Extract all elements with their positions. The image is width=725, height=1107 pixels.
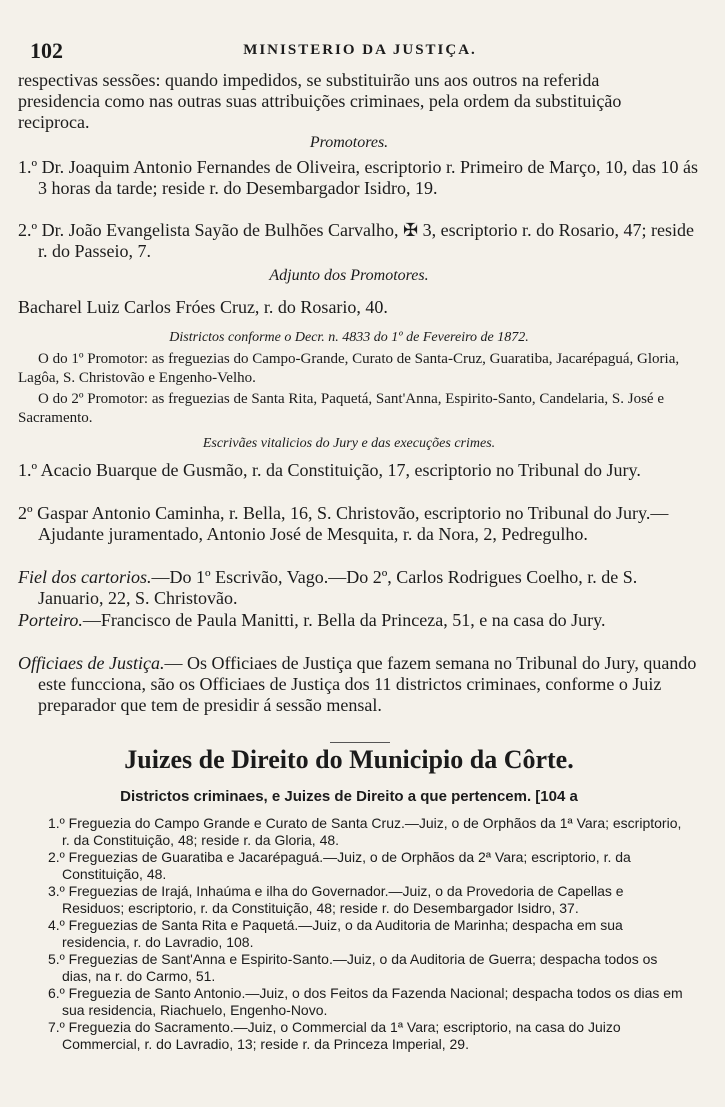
list-item: 5.º Freguezias de Sant'Anna e Espirito-Santo.—Juiz, o da Auditoria de Guerra; despacha todos os dias, na r. do Carmo, 51.: [48, 951, 658, 984]
adjunto-heading: Adjunto dos Promotores.: [269, 267, 429, 284]
escrivaes-heading: Escrivães vitalicios do Jury e das execuções crimes.: [202, 436, 496, 451]
list-item: 1.º Freguezia do Campo Grande e Curato de Santa Cruz.—Juiz, o de Orphãos da 1ª Vara; escriptorio, r. da Constituição, 48; reside r. da Gloria, 48.: [48, 815, 682, 848]
officiaes-label: Officiaes de Justiça.: [18, 653, 165, 673]
intro-paragraph: respectivas sessões: quando impedidos, se substituirão uns aos outros na referida presidencia como nas outras suas attribuições criminaes, pela ordem da substituição reciproca.: [18, 70, 622, 132]
running-title: MINISTERIO DA JUSTIÇA.: [243, 42, 477, 58]
list-item: 3.º Freguezias de Irajá, Inhaúma e ilha do Governador.—Juiz, o da Provedoria de Capellas e Residuos; escriptorio, r. da Constituição, 48; reside r. do Desembargador Isidro, 37.: [48, 883, 624, 916]
page-header: [30, 38, 690, 62]
section-divider: [330, 742, 390, 743]
porteiro-text: —Francisco de Paula Manitti, r. Bella da Princeza, 51, e na casa do Jury.: [82, 610, 606, 630]
promotores-heading: Promotores.: [309, 134, 389, 151]
juizes-subtitle: Districtos criminaes, e Juizes de Direito a que pertencem. [104 a: [120, 788, 578, 805]
page-number: 102: [30, 38, 63, 63]
districto-promotor-1: O do 1º Promotor: as freguezias do Campo-Grande, Curato de Santa-Cruz, Guaratiba, Jacarépaguá, Gloria, Lagôa, S. Christovão e Engenho-Velho.: [18, 351, 680, 386]
escrivao-item-2: 2º Gaspar Antonio Caminha, r. Bella, 16, S. Christovão, escriptorio no Tribunal do Jury.—Ajudante juramentado, Antonio José de Mesquita, r. da Nora, 2, Pedregulho.: [18, 503, 669, 544]
officiaes-text: — Os Officiaes de Justiça que fazem semana no Tribunal do Jury, quando este funcciona, são os Officiaes de Justiça dos 11 districtos criminaes, conforme o Juiz preparador que tem de presidir á sessão mensal.: [38, 653, 697, 715]
list-item: 4.º Freguezias de Santa Rita e Paquetá.—Juiz, o da Auditoria de Marinha; despacha em sua residencia, r. do Lavradio, 108.: [48, 917, 623, 950]
officiaes-paragraph: [18, 653, 700, 716]
fiel-label: Fiel dos cartorios.: [18, 567, 152, 587]
porteiro-label: Porteiro.: [18, 610, 83, 630]
list-item: 2.º Freguezias de Guaratiba e Jacarépaguá.—Juiz, o de Orphãos da 2ª Vara; escriptorio, r. da Constituição, 48.: [48, 849, 631, 882]
juizes-title: Juizes de Direito do Municipio da Côrte.: [124, 745, 574, 774]
escrivao-item-1: 1.º Acacio Buarque de Gusmão, r. da Constituição, 17, escriptorio no Tribunal do Jury.: [18, 460, 641, 480]
list-item: 6.º Freguezia de Santo Antonio.—Juiz, o dos Feitos da Fazenda Nacional; despacha todos os dias em sua residencia, Riachuelo, Engenho-Novo.: [48, 985, 683, 1018]
districto-promotor-2: O do 2º Promotor: as freguezias de Santa Rita, Paquetá, Sant'Anna, Espirito-Santo, Candelaria, S. José e Sacramento.: [18, 391, 664, 426]
list-item: 7.º Freguezia do Sacramento.—Juiz, o Commercial da 1ª Vara; escriptorio, na casa do Juizo Commercial, r. do Lavradio, 13; reside r. da Princeza Imperial, 29.: [48, 1019, 621, 1052]
juizes-list: [48, 815, 688, 1053]
adjunto-text: Bacharel Luiz Carlos Fróes Cruz, r. do Rosario, 40.: [18, 297, 388, 317]
porteiro-paragraph: [18, 610, 700, 631]
districtos-heading: Districtos conforme o Decr. n. 4833 do 1º de Fevereiro de 1872.: [169, 330, 529, 345]
promotor-item-1: 1.º Dr. Joaquim Antonio Fernandes de Oliveira, escriptorio r. Primeiro de Março, 10, das 10 ás 3 horas da tarde; reside r. do Desembargador Isidro, 19.: [18, 157, 698, 198]
fiel-text: —Do 1º Escrivão, Vago.—Do 2º, Carlos Rodrigues Coelho, r. de S. Januario, 22, S. Christovão.: [38, 567, 638, 608]
fiel-paragraph: [18, 567, 700, 609]
promotor-item-2: 2.º Dr. João Evangelista Sayão de Bulhões Carvalho, ✠ 3, escriptorio r. do Rosario, 47; reside r. do Passeio, 7.: [18, 220, 695, 261]
